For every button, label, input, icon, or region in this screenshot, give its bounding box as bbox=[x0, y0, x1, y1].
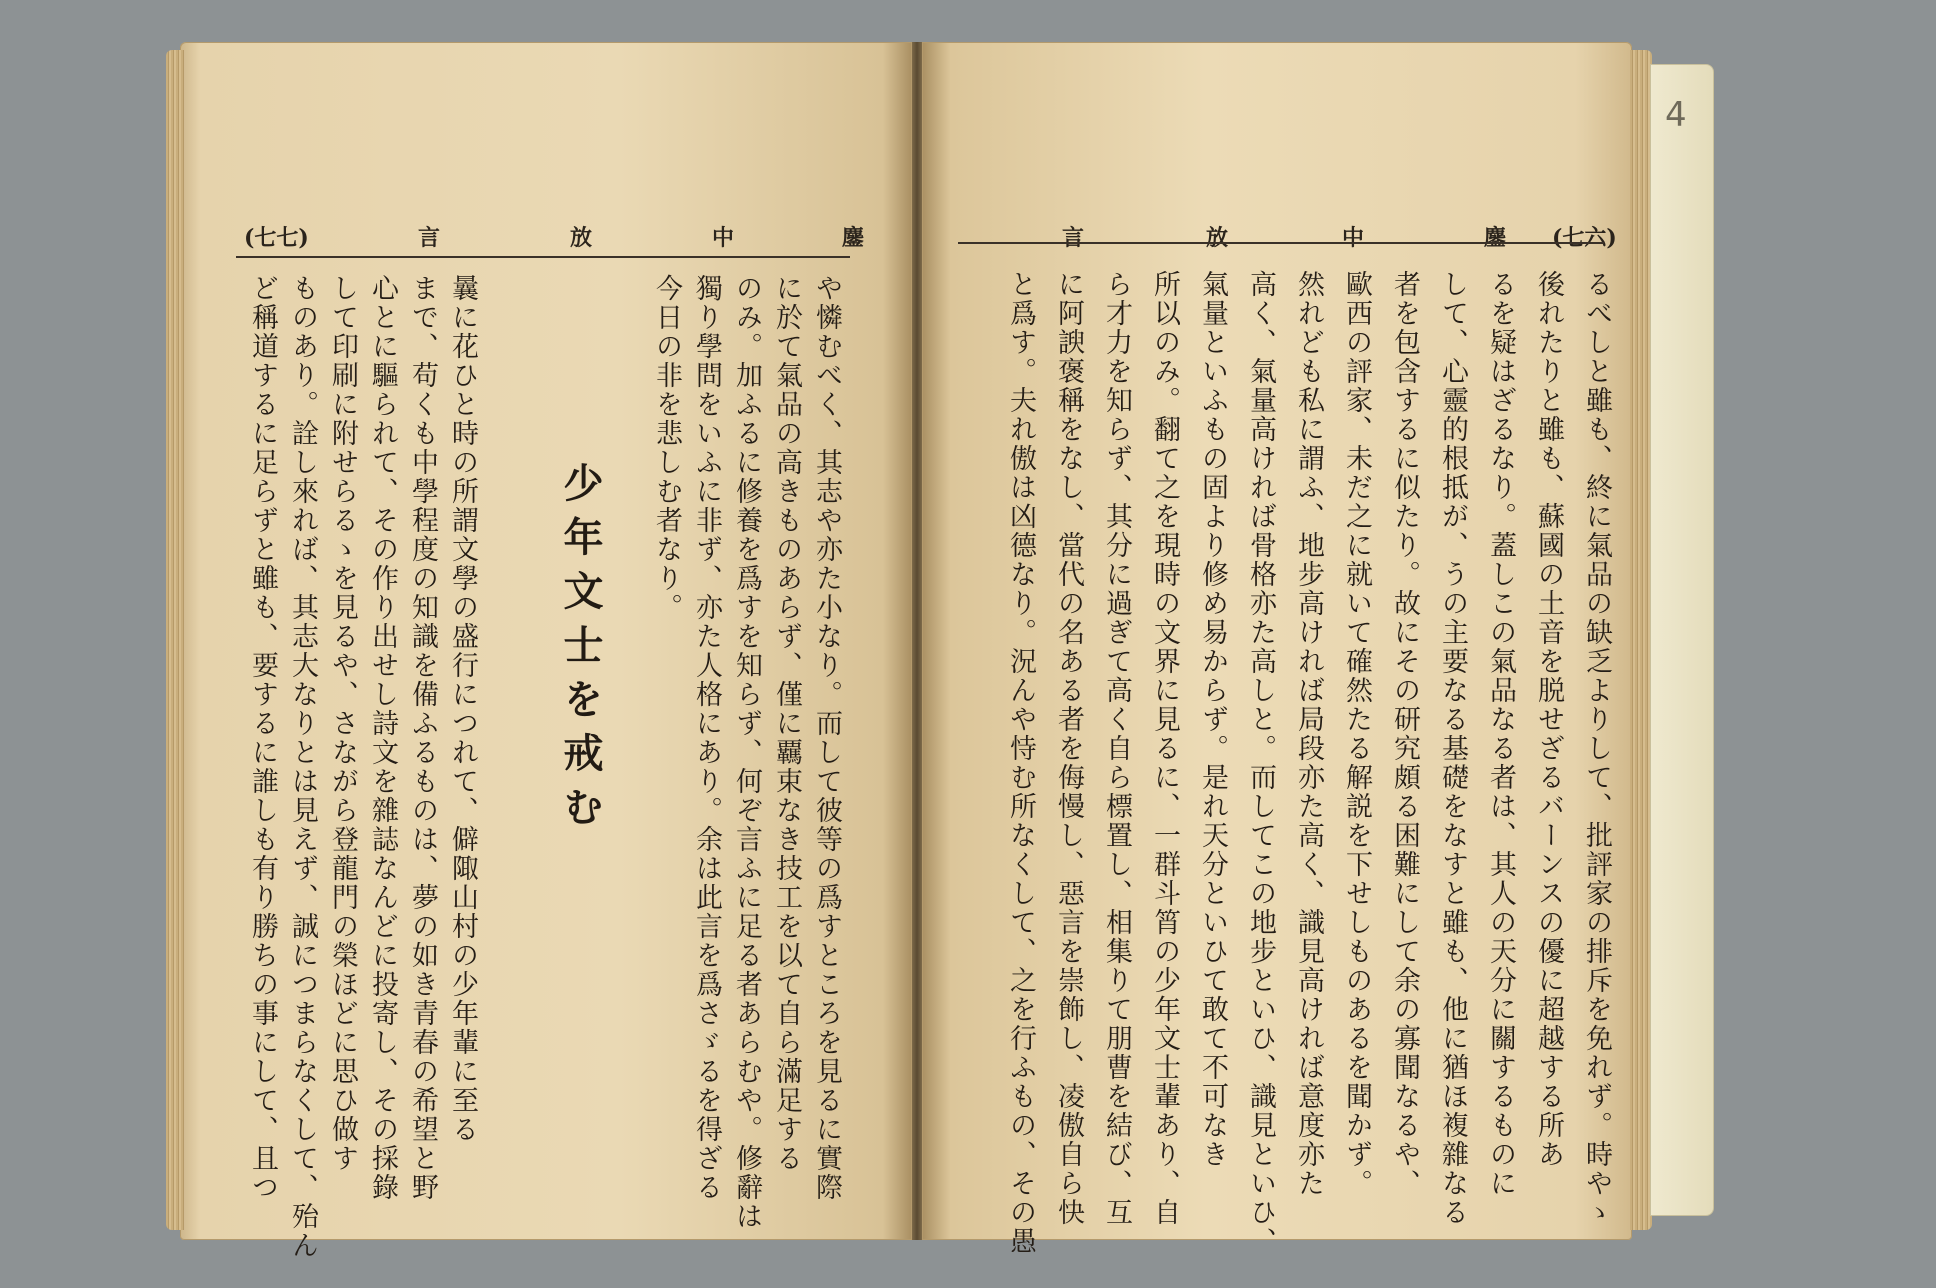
left-col-2: に於て氣品の高きものあらず、僅に覊束なき技工を以て自ら滿足する bbox=[771, 274, 802, 1173]
right-page-number: (七六) bbox=[1552, 225, 1617, 251]
right-col-12: に阿諛褒稱をなし、當代の名ある者を侮慢し、惡言を崇飾し、凌傲自ら快 bbox=[1053, 270, 1084, 1227]
right-col-4: して、心靈的根抵が、うの主要なる基礎をなすと雖も、他に猶ほ複雜なる bbox=[1437, 270, 1468, 1227]
right-col-6: 歐西の評家、未だ之に就いて確然たる解説を下せしものあるを聞かず。 bbox=[1341, 270, 1372, 1198]
left-col-3: のみ。加ふるに修養を爲すを知らず、何ぞ言ふに足る者あらむや。修辭は bbox=[731, 274, 762, 1231]
right-col-5: 者を包含するに似たり。故にその研究頗る困難にして余の寡聞なるや、 bbox=[1389, 270, 1420, 1198]
endpaper bbox=[1650, 64, 1714, 1216]
right-col-13: と爲す。夫れ傲は凶德なり。況んや恃む所なくして、之を行ふもの、その愚 bbox=[1005, 270, 1036, 1256]
right-col-2: 後れたりと雖も、蘇國の土音を脱せざるバーンスの優に超越する所あ bbox=[1533, 270, 1564, 1169]
left-body-col-4: して印刷に附せらるゝを見るや、さながら登龍門の榮ほどに思ひ做す bbox=[327, 274, 358, 1173]
left-body-col-2: まで、苟くも中學程度の知識を備ふるものは、夢の如き青春の希望と野 bbox=[407, 274, 438, 1202]
left-head-char-4: 鏖 bbox=[842, 225, 865, 251]
right-col-11: ら才力を知らず、其分に過ぎて高く自ら標置し、相集りて朋曹を結び、互 bbox=[1101, 270, 1132, 1227]
right-col-9: 氣量といふもの固より修め易からず。是れ天分といひて敢て不可なき bbox=[1197, 270, 1228, 1169]
left-body-col-5: ものあり。詮し來れば、其志大なりとは見えず、誠につまらなくして、殆ん bbox=[287, 274, 318, 1260]
left-head-char-3: 中 bbox=[712, 225, 735, 251]
right-page bbox=[922, 42, 1632, 1256]
left-head-char-1: 言 bbox=[418, 225, 441, 251]
right-head-char-2: 放 bbox=[1206, 225, 1229, 251]
left-body-col-1: 曩に花ひと時の所謂文學の盛行につれて、僻陬山村の少年輩に至る bbox=[447, 274, 478, 1144]
left-page-edges bbox=[166, 50, 184, 1230]
right-head-char-1: 言 bbox=[1062, 225, 1085, 251]
left-head-rule bbox=[236, 256, 850, 258]
section-heading: 少年文士を戒む bbox=[557, 462, 604, 840]
right-head-char-3: 中 bbox=[1342, 225, 1365, 251]
right-head-char-4: 鏖 bbox=[1484, 225, 1507, 251]
left-page-number: (七七) bbox=[244, 225, 309, 251]
right-col-8: 高く、氣量高ければ骨格亦た高しと。而してこの地步といひ、識見といひ、 bbox=[1245, 270, 1276, 1256]
open-book bbox=[170, 42, 1770, 1260]
right-col-1: るべしと雖も、終に氣品の缺乏よりして、批評家の排斥を免れず。時やゝ bbox=[1581, 270, 1612, 1227]
left-running-head bbox=[240, 217, 880, 253]
left-body-col-3: 心とに驅られて、その作り出せし詩文を雜誌なんどに投寄し、その採錄 bbox=[367, 274, 398, 1202]
right-head-rule bbox=[958, 242, 1604, 244]
left-col-1: や憐むべく、其志や亦た小なり。而して彼等の爲すところを見るに實際 bbox=[811, 274, 842, 1202]
left-head-char-2: 放 bbox=[570, 225, 593, 251]
book-gutter bbox=[912, 42, 922, 1240]
left-col-5: 今日の非を悲しむ者なり。 bbox=[651, 274, 682, 622]
right-col-7: 然れども私に謂ふ、地步高ければ局段亦た高く、識見高ければ意度亦た bbox=[1293, 270, 1324, 1198]
right-col-10: 所以のみ。翻て之を現時の文界に見るに、一群斗筲の少年文士輩あり、自 bbox=[1149, 270, 1180, 1227]
endpaper-pencil-mark: 4 bbox=[1665, 95, 1687, 135]
right-page-edges bbox=[1630, 50, 1652, 1230]
right-col-3: るを疑はざるなり。蓋しこの氣品なる者は、其人の天分に關するものに bbox=[1485, 270, 1516, 1198]
right-running-head bbox=[958, 217, 1618, 253]
left-body-col-6: ど稱道するに足らずと雖も、要するに誰しも有り勝ちの事にして、且つ bbox=[247, 274, 278, 1202]
left-page bbox=[180, 42, 912, 1260]
left-col-4: 獨り學問をいふに非ず、亦た人格にあり。余は此言を爲さゞるを得ざる bbox=[691, 274, 722, 1202]
